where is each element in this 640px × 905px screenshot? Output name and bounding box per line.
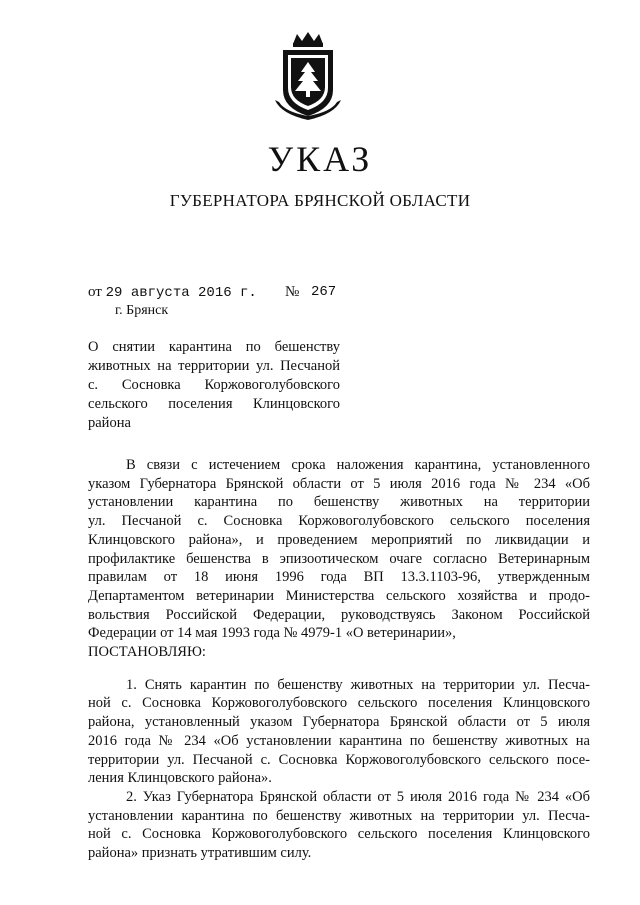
resolution-word: ПОСТАНОВЛЯЮ: [88,644,206,661]
text-line: района» признать утратившим силу. [88,845,312,862]
number-sign: № [285,284,300,300]
subject-line: животных на территории ул. Песчаной [88,358,340,374]
text-line: Департаментом ветеринарии Министерства сельского хозяйства и продо- [88,587,590,604]
text-line: Федерации от 14 мая 1993 года № 4979-1 «О ветеринарии», [88,625,456,642]
decree-city: г. Брянск [115,303,169,318]
text-line: правилам от 18 июня 1996 года ВП 13.3.1103-96, утвержденным [88,569,590,586]
subject-line: О снятии карантина по бешенству [88,339,340,355]
text-line: Клинцовского района», и проведением мероприятий по ликвидации и [88,531,590,548]
text-line: ной с. Сосновка Коржовоголубовского сельского поселения Клинцовского [88,695,590,712]
coat-of-arms-icon [271,30,345,122]
issuer-subtitle: ГУБЕРНАТОРА БРЯНСКОЙ ОБЛАСТИ [169,191,471,210]
text-line: вольствия Российской Федерации, руководствуясь Законом Российской [88,606,590,623]
date-value: 29 августа 2016 г. [105,285,257,301]
text-line: района, установленный указом Губернатора Брянской области от 5 июля [88,714,590,731]
item-1-paragraph [88,676,590,788]
text-line: профилактике бешенства в эпизоотическом очаге согласно Ветеринарным [88,550,590,567]
preamble-paragraph [88,456,590,662]
text-line: указом Губернатора Брянской области от 5 июля 2016 года № 234 «Об [88,475,590,492]
item-2-paragraph [88,788,590,863]
decree-body [88,456,590,863]
text-line: установлении карантина по бешенству животных на территории ул. Песча- [88,807,590,824]
decree-number: 267 [311,284,337,300]
decree-subject [88,338,340,433]
text-line: ул. Песчаной с. Сосновка Коржовоголубовского сельского поселения [88,513,590,530]
page-title: УКАЗ [267,139,373,179]
subject-line: района [88,415,131,431]
text-line: 2016 года № 234 «Об установлении карантина по бешенству животных на [88,732,590,749]
subject-line: с. Сосновка Коржовоголубовского [88,377,340,393]
text-line: ления Клинцовского района». [88,770,272,787]
subject-line: сельского поселения Клинцовского [88,396,340,412]
text-line: ной с. Сосновка Коржовоголубовского сельского поселения Клинцовского [88,826,590,843]
text-line: территории ул. Песчаной с. Сосновка Коржовоголубовского сельского посе- [88,751,590,768]
text-line: 1. Снять карантин по бешенству животных на территории ул. Песча- [126,676,590,693]
decree-date [88,282,257,303]
text-line: В связи с истечением срока наложения карантина, установленного [126,457,590,473]
date-prefix: от [88,284,102,300]
text-line: установлении карантина по бешенству животных на территории [88,494,590,511]
text-line: 2. Указ Губернатора Брянской области от 5 июля 2016 года № 234 «Об [126,788,590,805]
